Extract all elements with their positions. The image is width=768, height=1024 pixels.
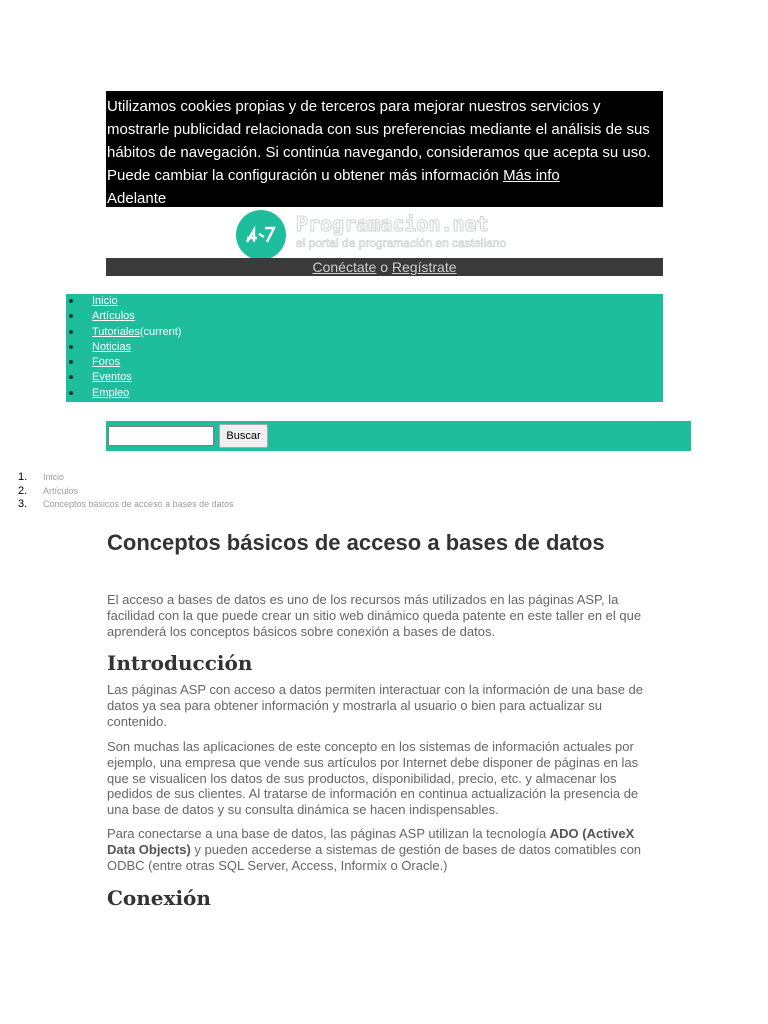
nav-item-foros: [66, 355, 663, 370]
site-logo[interactable]: [236, 210, 536, 258]
cookie-banner: [106, 91, 663, 207]
breadcrumb-label[interactable]: Artículos: [43, 485, 79, 496]
nav-link-tutoriales[interactable]: Tutoriales: [92, 325, 140, 338]
nav-link-foros[interactable]: Foros: [92, 356, 121, 369]
nav-link-noticias[interactable]: Noticias: [92, 340, 132, 353]
breadcrumb-label[interactable]: Inicio: [43, 472, 65, 482]
nav-link-empleo[interactable]: Empleo: [92, 386, 130, 399]
breadcrumb-number: 2.: [18, 484, 28, 497]
paragraph: Son muchas las aplicaciones de este concepto en los sistemas de información actuales por ejemplo, una empresa que vende sus artículos por Internet debe disponer de páginas en las que se visualicen los datos de sus productos, disponibilidad, precio, etc. y almacenar los pedidos de sus clientes. Al tratarse de información en continua actualización la presencia de una base de datos y su consulta dinámica se hacen indispensables.: [107, 739, 639, 818]
search-button[interactable]: Buscar: [219, 424, 268, 448]
nav-item-tutoriales: [66, 325, 663, 340]
nav-item-inicio: [66, 294, 663, 309]
nav-item-empleo: [66, 386, 663, 401]
breadcrumb-item: [0, 497, 234, 511]
nav-item-eventos: [66, 370, 663, 385]
nav-current-marker: (current): [139, 325, 182, 338]
nav-link-articulos[interactable]: Artículos: [92, 310, 135, 323]
paragraph: [107, 826, 655, 873]
breadcrumb-number: 3.: [18, 498, 28, 510]
login-link[interactable]: Conéctate: [312, 259, 377, 275]
nav-link-eventos[interactable]: Eventos: [92, 371, 132, 384]
paragraph-text: y pueden accederse a sistemas de gestión de bases de datos comatibles con ODBC (entre otras SQL Server, Access, Informix o Oracle.): [107, 841, 642, 873]
user-bar: [106, 258, 663, 276]
ado-term: ADO (ActiveX Data Objects): [107, 826, 635, 857]
nav-item-articulos: [66, 309, 663, 324]
search-input[interactable]: [108, 426, 214, 446]
heading-introduccion: Introducción: [107, 651, 253, 675]
paragraph-text: Para conectarse a una base de datos, las páginas ASP utilizan la tecnología: [107, 826, 550, 841]
cookie-accept-button[interactable]: Adelante: [107, 190, 167, 207]
nav-item-noticias: [66, 340, 663, 355]
more-info-link[interactable]: Más info: [503, 167, 560, 184]
main-nav: [66, 294, 663, 402]
page-title: Conceptos básicos de acceso a bases de datos: [107, 530, 605, 555]
article-intro: El acceso a bases de datos es uno de los recursos más utilizados en las páginas ASP, la facilidad con la que puede crear un sitio web dinámico queda patente en este taller en el que aprenderá los conceptos básicos sobre conexión a bases de datos.: [107, 592, 642, 639]
heading-conexion: Conexión: [107, 886, 211, 910]
breadcrumb-item[interactable]: [0, 484, 234, 498]
breadcrumb-number: 1.: [18, 471, 28, 483]
breadcrumb: [0, 470, 234, 511]
logo-icon: [236, 210, 286, 260]
logo-name: Programacion.net: [296, 212, 489, 236]
nav-link-inicio[interactable]: Inicio: [92, 295, 118, 307]
breadcrumb-item[interactable]: [0, 470, 234, 484]
search-bar: [106, 421, 691, 451]
paragraph: Las páginas ASP con acceso a datos permiten interactuar con la información de una base de datos ya sea para obtener información y mostrarla al usuario o bien para actualizar su contenido.: [107, 682, 643, 729]
userbar-separator: o: [376, 259, 392, 275]
logo-tagline: el portal de programación en castellano: [296, 236, 507, 250]
breadcrumb-label: Conceptos básicos de acceso a bases de datos: [43, 499, 234, 509]
register-link[interactable]: Regístrate: [391, 259, 457, 275]
cookie-text: Utilizamos cookies propias y de terceros para mejorar nuestros servicios y mostrarle publicidad relacionada con sus preferencias mediante el análisis de sus hábitos de navegación. Si continúa navegando, consideramos que acepta su uso. Puede cambiar la configuración u obtener más información: [107, 98, 651, 184]
